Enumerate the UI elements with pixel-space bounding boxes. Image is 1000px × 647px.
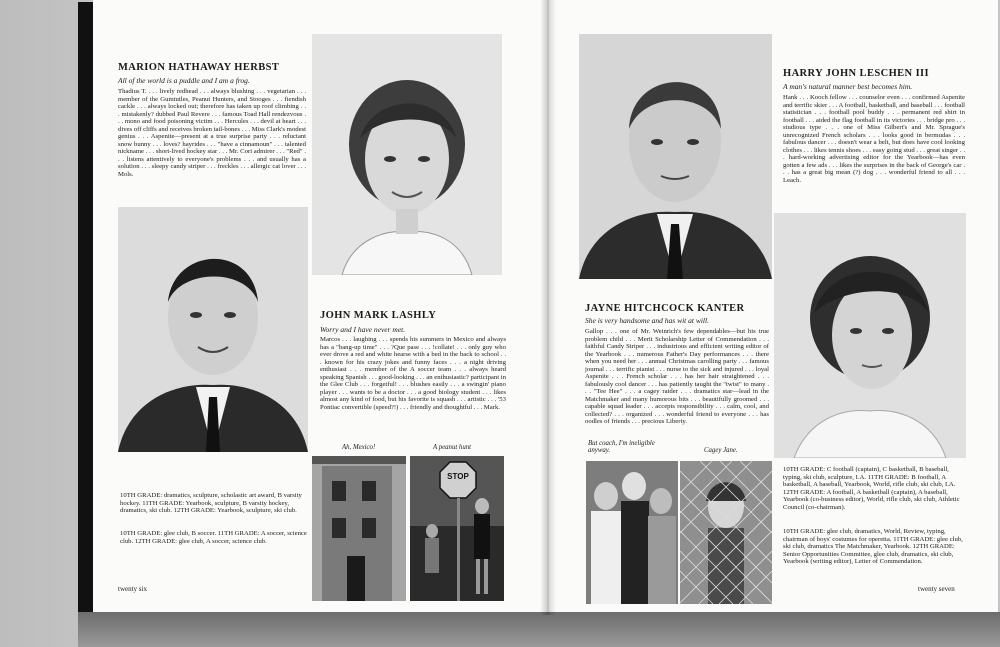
lashly-bio: Marcos . . . laughing . . . spends his summers in Mexico and always has a "bang-up time" . . . ?Que pase . . . !collate! . . . only guy who ever drove a red and white hearse with a bed in the back to school . . . known for his crazy jokes and funny faces . . . a night driving enthusiast . . . member of the A soccer team . . . always heard speaking Spanish . . . good-looking . . . an enthusiastic? participant in the Glee Club . . . forgetful! . . . blushes easily . . . a swingin' piano player . . . wants to be a doctor . . . a good biology student . . . likes almost any kind of food, but his favorite is squash . . . artistic . . . '53 Pontiac convertible (speed?!) . . . friendly and thoughtful . . . Mark. (320, 336, 506, 411)
herbst-activities: 10TH GRADE: glee club, B soccer. 11TH GRADE: A soccer, science club. 12TH GRADE: glee club, A soccer, science club. (120, 530, 307, 545)
kanter-name: JAYNE HITCHCOCK KANTER (585, 303, 745, 314)
leschen-activities: 10TH GRADE: C football (captain), C basketball, B baseball, typing, ski club, sculpture, I.A. 11TH GRADE: B football, A basketball, A baseball, Yearbook, World, rifle club, ski club, I.A. 12TH GRADE: A football, A basketball (captain), A baseball, Yearbook (co-business editor), World, rifle club, ski club, Athletic Council (co-chairman). (783, 466, 960, 511)
caption-peanut: A peanut hunt (433, 444, 472, 451)
left-page-number: twenty six (118, 585, 147, 593)
leschen-portrait (579, 34, 772, 279)
book-gutter (540, 0, 556, 615)
kanter-activities: 10TH GRADE: glee club, dramatics, World, Review, typing, chairman of boys' costumes for operetta. 11TH GRADE: glee club, ski club, dramatics The Matchmaker, Yearbook. 12TH GRADE: Senior Opportunities Committee, glee club, dramatics, ski club, Yearbook (writing editor), Letter of Commendation. (783, 528, 963, 565)
herbst-portrait (312, 34, 502, 275)
stop-sign-text: STOP (447, 472, 469, 481)
herbst-bio: Thadius T. . . . lively redhead . . . always blushing . . . vegetarian . . . member of the Gumtutles, Peanut Hunters, and Stooges . . . fiendish cackle . . . always locked out; therefore has taken up roof climbing . . . mistakenly? dubbed Paul Revere . . . famous Toad Hall rendezvous . . . mono and food poisoning victim . . . Hercules . . . devil at heart . . . dives off cliffs and receives broken tail-bones . . . Miss Clark's modest genius . . . Aspenite—present at a true surprise party . . . reluctant snow bunny . . . loves? hayrides . . . "have a cinnamoun" . . . talented nickname . . . short-lived hockey star . . . Mr. Cori admirer . . . "Red" . . . listens attentively to everyone's problems . . . and usually has a solution . . . sleepy candy striper . . . freckles . . . allergic cat lover . . . Mols. (118, 88, 306, 178)
lashly-portrait (118, 207, 308, 452)
kanter-portrait (774, 213, 966, 458)
caption-mexico: Ah, Mexico! (342, 444, 376, 451)
caption-coach: But coach, I'm ineligible anyway. (588, 440, 655, 454)
lashly-name: JOHN MARK LASHLY (320, 310, 437, 321)
peanut-hunt-photo (410, 456, 504, 601)
coach-photo (586, 461, 678, 604)
kanter-motto: She is very handsome and has wit at will. (585, 316, 709, 325)
book-cover-edge (78, 2, 94, 614)
leschen-motto: A man's natural manner best becomes him. (783, 82, 913, 91)
lashly-activities: 10TH GRADE: dramatics, sculpture, scholastic art award, B varsity hockey. 11TH GRADE: Yearbook, sculpture, B varsity hockey, dramatics, ski club. 12TH GRADE: Yearbook, sculpture, ski club. (120, 492, 302, 514)
bottom-shadow (78, 612, 1000, 647)
leschen-name: HARRY JOHN LESCHEN III (783, 68, 930, 79)
lashly-motto: Worry and I have never met. (320, 325, 406, 334)
leschen-bio: Hank . . . Kooch fellow . . . counselor even . . . confirmed Aspenite and terrific skier . . . A football, basketball, and baseball . . . football statistician . . . football pool buddy . . . permanent red shirt in football . . . aided the flag football in its victories . . . bridge pro . . . studious type . . . one of Miss Gilbert's and Mr. Sprague's unrecognized French scholars . . . looks good in bermudas . . . fabulous dancer . . . doesn't wear a belt, but does have cool looking clothes . . . likes tennis shoes . . . easy going stud . . . great singer . . . hard-working advertising editor for the Yearbook—has even gotten a few ads . . . likes the surprises in the back of George's car . . . has a great big mean (?) dog . . . wonderful friend to all . . . Leach. (783, 94, 965, 184)
kanter-bio: Gallop . . . one of Mr. Weinrich's few dependables—but his true problem child . . . Merit Scholarship Letter of Commendation . . . faithful Candy Striper . . . industrious and efficient writing editor of the Yearbook . . . numerous Father's Day performances . . . there when you need her . . . annual Christmas carolling party . . . famous journal . . . terrific pianist . . . nurse to the sick and injured . . . loyal Aspenite . . . French scholar . . . has her hair straightened . . . fabulously cool dancer . . . has patiently taught the "twist" to many . . . "Tee Hee" . . . a cagey raider . . . dramatics star—lead in the Matchmaker and many humorous bits . . . beautifully groomed . . . capable squad leader . . . accepts responsibility . . . calm, cool, and collected? . . . organized . . . wonderful friend to everyone . . . has oodles of friends . . . precious Liberty. (585, 328, 769, 425)
herbst-name: MARION HATHAWAY HERBST (118, 62, 280, 73)
right-page-number: twenty seven (918, 585, 955, 593)
cagey-jane-photo (680, 461, 772, 604)
mexico-photo (312, 456, 406, 601)
caption-cagey: Cagey Jane. (704, 447, 738, 454)
herbst-motto: All of the world is a puddle and I am a frog. (118, 76, 250, 85)
